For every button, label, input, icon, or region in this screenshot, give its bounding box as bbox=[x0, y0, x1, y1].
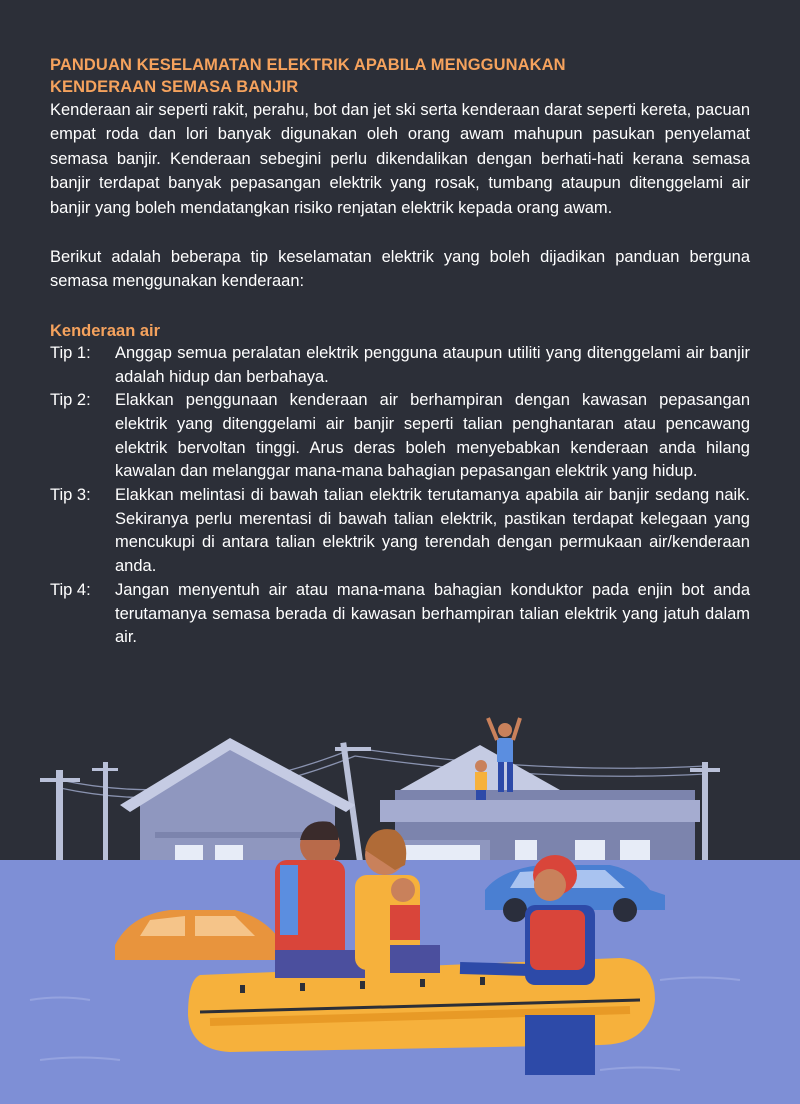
section-title: Kenderaan air bbox=[50, 321, 161, 340]
tip-label: Tip 2: bbox=[50, 391, 91, 410]
intro-paragraph: Kenderaan air seperti rakit, perahu, bot dan jet ski serta kenderaan darat seperti kereta, pacuan empat roda dan lori banyak digunakan oleh orang awam mahupun pasukan penyelamat semasa banjir. Kenderaan sebegini perlu dikendalikan dengan berhati-hati kerana semasa banjir terdapat banyak pepasangan elektrik yang rosak, tumbang ataupun ditenggelami air banjir yang boleh mendatangkan risiko renjatan elektrik kepada orang awam. bbox=[50, 101, 750, 217]
document-body bbox=[50, 54, 750, 650]
tip-label: Tip 4: bbox=[50, 580, 91, 599]
tip-text: Jangan menyentuh air atau mana-mana bahagian konduktor pada enjin bot anda terutamanya semasa berada di kawasan berhampiran talian elektrik yang jatuh dalam air. bbox=[115, 580, 750, 647]
tip-item bbox=[50, 579, 750, 650]
tip-text: Anggap semua peralatan elektrik pengguna ataupun utiliti yang ditenggelami air banjir adalah hidup dan berbahaya. bbox=[115, 343, 750, 386]
tip-item bbox=[50, 389, 750, 484]
tip-list bbox=[50, 342, 750, 650]
tip-item bbox=[50, 342, 750, 389]
tip-item bbox=[50, 484, 750, 579]
page-title-line-2: KENDERAAN SEMASA BANJIR bbox=[50, 78, 299, 96]
tip-label: Tip 3: bbox=[50, 486, 91, 505]
lead-paragraph: Berikut adalah beberapa tip keselamatan elektrik yang boleh dijadikan panduan berguna semasa menggunakan kenderaan: bbox=[50, 248, 750, 291]
tip-text: Elakkan melintasi di bawah talian elektrik terutamanya apabila air banjir sedang naik. Sekiranya perlu merentasi di bawah talian elektrik, pastikan terdapat kelegaan yang mencukupi di antara talian elektrik yang terendah dengan permukaan air/kenderaan anda. bbox=[115, 486, 750, 576]
page-title-line-1: PANDUAN KESELAMATAN ELEKTRIK APABILA MENGGUNAKAN bbox=[50, 56, 566, 74]
tip-text: Elakkan penggunaan kenderaan air berhampiran dengan kawasan pepasangan elektrik yang ditenggelami air banjir seperti talian penghantaran atau pencawang elektrik bervoltan tinggi. Arus deras boleh menyebabkan kenderaan anda hilang kawalan dan melanggar mana-mana bahagian pepasangan elektrik yang hidup. bbox=[115, 391, 750, 481]
flood-rescue-illustration bbox=[0, 700, 800, 1104]
tip-label: Tip 1: bbox=[50, 343, 91, 362]
